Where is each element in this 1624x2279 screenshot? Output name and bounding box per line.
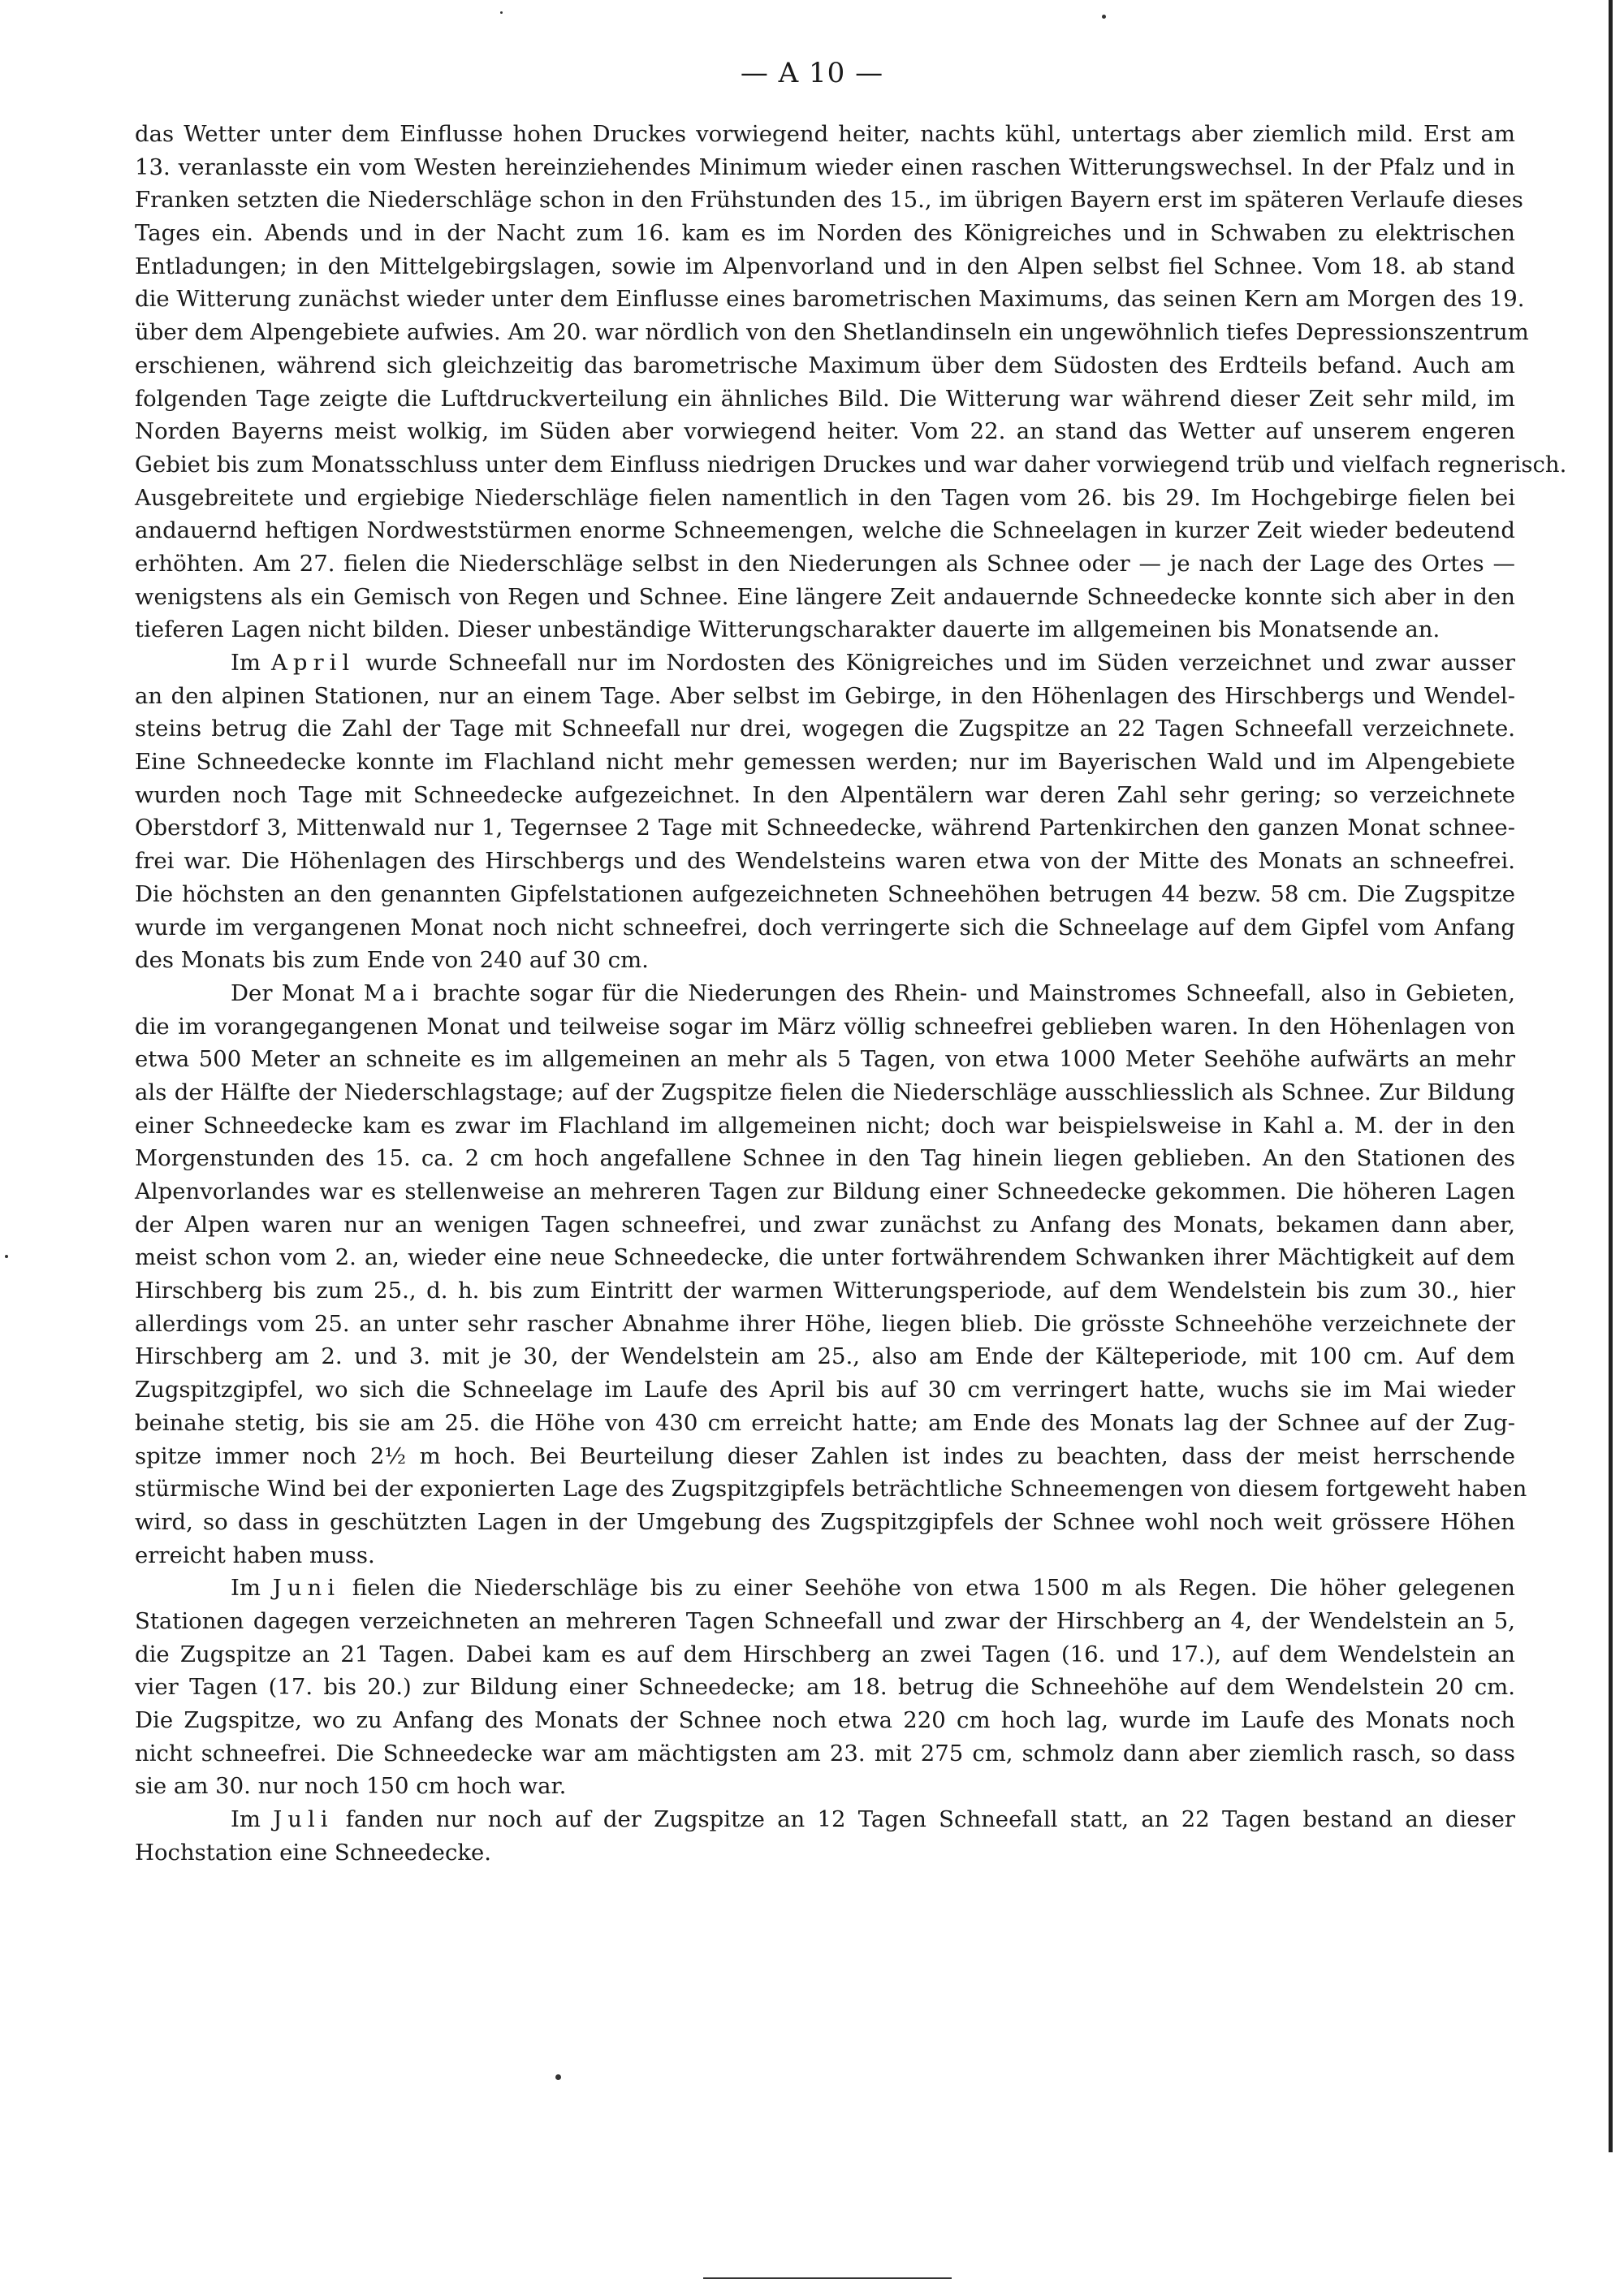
lead-text: Im [231,650,261,676]
text-line: meist schon vom 2. an, wieder eine neue Schneedecke, die unter fortwährendem Schwanken ihrer Mächtigkeit auf dem [135,1244,1515,1271]
text-line: Gebiet bis zum Monatsschluss unter dem Einfluss niedrigen Druckes und war daher vorwiegend trüb und vielfach regnerisch. [135,451,1567,478]
scan-edge-border [1609,0,1613,2152]
text-line: steins betrug die Zahl der Tage mit Schneefall nur drei, wogegen die Zugspitze an 22 Tagen Schneefall verzeichnete. [135,716,1515,742]
paragraph-first-line [135,647,1515,680]
text-line: wurden noch Tage mit Schneedecke aufgezeichnet. In den Alpentälern war deren Zahl sehr gering; so verzeichnete [135,781,1515,808]
page-number-header: — A 10 — [740,57,884,89]
lead-text: Im [231,1806,261,1833]
text-line: die Zugspitze an 21 Tagen. Dabei kam es auf dem Hirschberg an zwei Tagen (16. und 17.), auf dem Wendelstein an [135,1641,1515,1667]
text-line: stürmische Wind bei der exponierten Lage des Zugspitzgipfels beträchtliche Schneemengen von diesem fortgeweht haben [135,1476,1527,1503]
text-line: der Alpen waren nur an wenigen Tagen schneefrei, und zwar zunächst zu Anfang des Monats, bekamen dann aber, [135,1211,1515,1238]
paragraph-may [135,977,1527,1572]
paragraph-first-line [135,1803,1515,1836]
text-line: nicht schneefrei. Die Schneedecke war am mächtigsten am 23. mit 275 cm, schmolz dann aber ziemlich rasch, so dass [135,1740,1515,1767]
text-line: sie am 30. nur noch 150 cm hoch war. [135,1773,567,1800]
text-line: Alpenvorlandes war es stellenweise an mehreren Tagen zur Bildung einer Schneedecke gekommen. Die höheren Lagen [135,1178,1515,1204]
text-line: an den alpinen Stationen, nur an einem Tage. Aber selbst im Gebirge, in den Höhenlagen des Hirschbergs und Wendel- [135,682,1515,709]
paragraph-july [135,1803,1515,1869]
scan-speck [500,11,503,14]
text-line: allerdings vom 25. an unter sehr rascher Abnahme ihrer Höhe, liegen blieb. Die grösste Schneehöhe verzeichnete der [135,1310,1515,1337]
text-line: Zugspitzgipfel, wo sich die Schneelage im Laufe des April bis auf 30 cm verringert hatte, wuchs sie im Mai wieder [135,1377,1515,1403]
line-rest: fielen die Niederschläge bis zu einer Seehöhe von etwa 1500 m als Regen. Die höher gelegenen [352,1575,1515,1602]
lead-text: Im [231,1575,261,1602]
text-line: Stationen dagegen verzeichneten an mehreren Tagen Schneefall und zwar der Hirschberg an 4, der Wendelstein an 5, [135,1607,1515,1634]
text-line: erschienen, während sich gleichzeitig das barometrische Maximum über dem Südosten des Erdteils befand. Auch am [135,352,1515,378]
text-line: Oberstdorf 3, Mittenwald nur 1, Tegernsee 2 Tage mit Schneedecke, während Partenkirchen den ganzen Monat schnee- [135,815,1515,841]
scan-speck [1102,15,1106,19]
text-line: erreicht haben muss. [135,1542,375,1568]
text-line: Hirschberg bis zum 25., d. h. bis zum Eintritt der warmen Witterungsperiode, auf dem Wendelstein bis zum 30., hier [135,1278,1515,1304]
line-rest: fanden nur noch auf der Zugspitze an 12 Tagen Schneefall statt, an 22 Tagen bestand an dieser [345,1806,1515,1833]
month-name: April [270,650,356,676]
text-line: etwa 500 Meter an schneite es im allgemeinen an mehr als 5 Tagen, von etwa 1000 Meter Seehöhe aufwärts an mehr [135,1046,1515,1073]
text-line: folgenden Tage zeigte die Luftdruckverteilung ein ähnliches Bild. Die Witterung war während dieser Zeit sehr mild, im [135,385,1515,412]
text-line: Eine Schneedecke konnte im Flachland nicht mehr gemessen werden; nur im Bayerischen Wald und im Alpengebiete [135,749,1515,776]
text-line: Die höchsten an den genannten Gipfelstationen aufgezeichneten Schneehöhen betrugen 44 bezw. 58 cm. Die Zugspitze [135,880,1515,907]
month-name: Juni [272,1575,341,1602]
line-rest: wurde Schneefall nur im Nordosten des Königreiches und im Süden verzeichnet und zwar ausser [365,650,1515,676]
text-line: Entladungen; in den Mittelgebirgslagen, sowie im Alpenvorland und in den Alpen selbst fiel Schnee. Vom 18. ab stand [135,253,1515,279]
line-rest: brachte sogar für die Niederungen des Rhein- und Mainstromes Schneefall, also in Gebieten, [433,979,1515,1006]
scan-speck [555,2074,561,2080]
text-line: tieferen Lagen nicht bilden. Dieser unbeständige Witterungscharakter dauerte im allgemeinen bis Monatsende an. [135,616,1440,643]
month-name: Mai [363,979,425,1006]
text-line: als der Hälfte der Niederschlagstage; auf der Zugspitze fielen die Niederschläge ausschliesslich als Schnee. Zur Bildung [135,1079,1515,1105]
text-line: die Witterung zunächst wieder unter dem Einflusse eines barometrischen Maximums, das seinen Kern am Morgen des 19. [135,286,1525,313]
text-line: vier Tagen (17. bis 20.) zur Bildung einer Schneedecke; am 18. betrug die Schneehöhe auf dem Wendelstein 20 cm. [135,1674,1515,1701]
text-line: 13. veranlasste ein vom Westen hereinziehendes Minimum wieder einen raschen Witterungswechsel. In der Pfalz und in [135,154,1515,180]
text-line: das Wetter unter dem Einflusse hohen Druckes vorwiegend heiter, nachts kühl, untertags aber ziemlich mild. Erst am [135,121,1515,147]
text-line: über dem Alpengebiete aufwies. Am 20. war nördlich von den Shetlandinseln ein ungewöhnlich tiefes Depressionszentrum [135,319,1529,346]
text-line: erhöhten. Am 27. fielen die Niederschläge selbst in den Niederungen als Schnee oder — je nach der Lage des Ortes — [135,550,1515,577]
text-line: Morgenstunden des 15. ca. 2 cm hoch angefallene Schnee in den Tag hinein liegen geblieben. An den Stationen des [135,1145,1515,1172]
text-line: Tages ein. Abends und in der Nacht zum 16. kam es im Norden des Königreiches und in Schwaben zu elektrischen [135,220,1515,247]
paragraph-first-line [135,977,1515,1010]
month-name: Juli [273,1806,334,1833]
text-line: des Monats bis zum Ende von 240 auf 30 cm. [135,947,649,974]
text-line: wurde im vergangenen Monat noch nicht schneefrei, doch verringerte sich die Schneelage auf dem Gipfel vom Anfang [135,914,1515,941]
paragraph-march [135,118,1567,647]
text-line: andauernd heftigen Nordweststürmen enorme Schneemengen, welche die Schneelagen in kurzer Zeit wieder bedeutend [135,517,1515,544]
text-line: Die Zugspitze, wo zu Anfang des Monats der Schnee noch etwa 220 cm hoch lag, wurde im Laufe des Monats noch [135,1707,1515,1733]
text-line: Ausgebreitete und ergiebige Niederschläge fielen namentlich in den Tagen vom 26. bis 29. Im Hochgebirge fielen bei [135,484,1515,511]
text-line: wenigstens als ein Gemisch von Regen und Schnee. Eine längere Zeit andauernde Schneedecke konnte sich aber in den [135,583,1515,610]
paragraph-june [135,1572,1515,1803]
text-line: spitze immer noch 2½ m hoch. Bei Beurteilung dieser Zahlen ist indes zu beachten, dass der meist herrschende [135,1442,1515,1469]
body-text [135,118,1567,1869]
text-line: die im vorangegangenen Monat und teilweise sogar im März völlig schneefrei geblieben waren. In den Höhenlagen von [135,1013,1515,1040]
text-line: beinahe stetig, bis sie am 25. die Höhe von 430 cm erreicht hatte; am Ende des Monats lag der Schnee auf der Zug- [135,1409,1515,1436]
lead-text: Der Monat [231,979,355,1006]
text-line: Norden Bayerns meist wolkig, im Süden aber vorwiegend heiter. Vom 22. an stand das Wetter auf unserem engeren [135,418,1515,445]
text-line: wird, so dass in geschützten Lagen in der Umgebung des Zugspitzgipfels der Schnee wohl noch weit grössere Höhen [135,1508,1515,1535]
text-line: Hochstation eine Schneedecke. [135,1839,492,1866]
paragraph-april [135,647,1515,977]
text-line: Franken setzten die Niederschläge schon in den Frühstunden des 15., im übrigen Bayern erst im späteren Verlaufe dieses [135,187,1523,214]
scan-speck [5,1255,8,1258]
text-line: einer Schneedecke kam es zwar im Flachland im allgemeinen nicht; doch war beispielsweise in Kahl a. M. der in den [135,1112,1515,1139]
text-line: Hirschberg am 2. und 3. mit je 30, der Wendelstein am 25., also am Ende der Kälteperiode, mit 100 cm. Auf dem [135,1343,1515,1370]
paragraph-first-line [135,1572,1515,1605]
text-line: frei war. Die Höhenlagen des Hirschbergs und des Wendelsteins waren etwa von der Mitte des Monats an schneefrei. [135,848,1515,875]
